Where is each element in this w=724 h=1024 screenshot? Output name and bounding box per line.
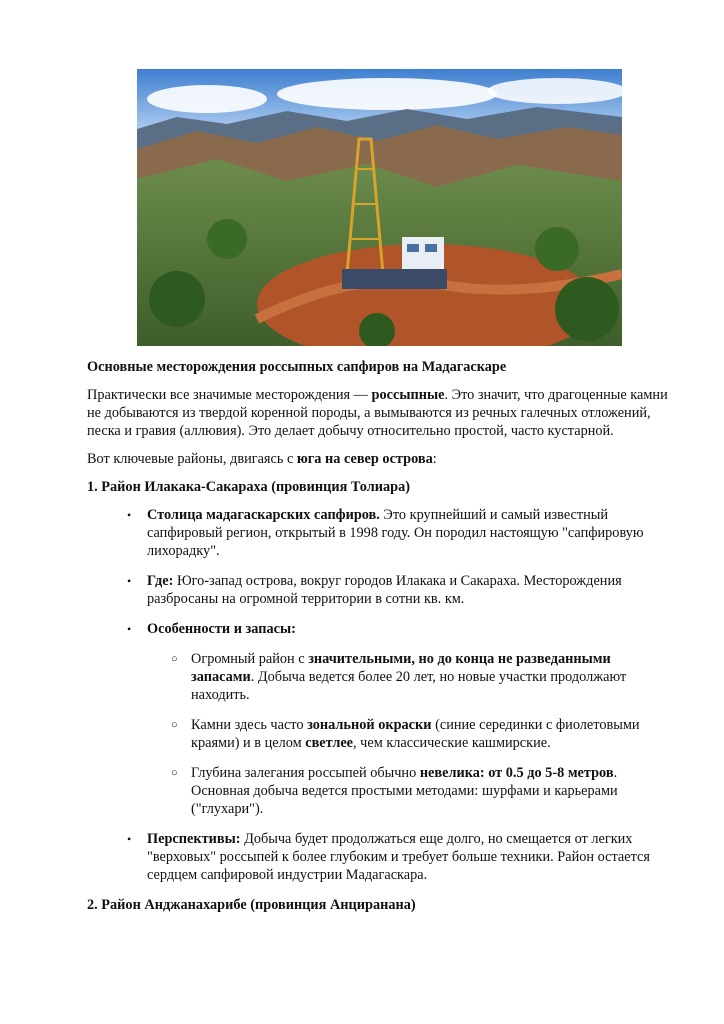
bullet-circle: ○ xyxy=(171,653,178,665)
section1-list xyxy=(87,506,677,884)
bullet-disc: • xyxy=(127,574,132,588)
section-heading-anjanaharibe: 2. Район Анджанахарибе (провинция Анциранана) xyxy=(87,897,416,913)
document-body xyxy=(87,358,677,924)
tree xyxy=(149,271,205,327)
sublist-item-reserves: ○ Огромный район с значительными, но до конца не разведанными запасами. Добыча ведется более 20 лет, но новые участки продолжают находить. xyxy=(171,651,627,703)
drilling-rig-landscape-photo xyxy=(137,69,622,346)
cloud xyxy=(147,85,267,113)
cloud xyxy=(487,78,622,104)
list-item-capital: • Столица мадагаскарских сапфиров. Это крупнейший и самый известный сапфировый регион, открытый в 1998 году. Он породил настоящую "сапфировую лихорадку". xyxy=(127,507,644,559)
section-heading-ilakaka: 1. Район Илакака-Сакараха (провинция Толиара) xyxy=(87,479,411,495)
key-regions-paragraph: Вот ключевые районы, двигаясь с юга на север острова: xyxy=(87,451,437,467)
sublist-item-depth: ○ Глубина залегания россыпей обычно невелика: от 0.5 до 5-8 метров. Основная добыча ведется простыми методами: шурфами и карьерами ("глухари"). xyxy=(171,765,618,817)
bullet-disc: • xyxy=(127,832,132,846)
intro-paragraph: Практически все значимые месторождения — россыпные. Это значит, что драгоценные камни не добываются из твердой коренной породы, а вымываются из речных галечных отложений, песка и гравия (аллювия). Это делает добычу относительно простой, часто кустарной. xyxy=(87,387,668,439)
bullet-circle: ○ xyxy=(171,719,178,731)
tree xyxy=(535,227,579,271)
features-sublist xyxy=(147,650,677,818)
tree xyxy=(207,219,247,259)
bullet-circle: ○ xyxy=(171,767,178,779)
landscape-illustration xyxy=(137,69,622,346)
sublist-item-color: ○ Камни здесь часто зональной окраски (синие серединки с фиолетовыми краями) и в целом светлее, чем классические кашмирские. xyxy=(171,717,640,751)
list-item-where: • Где: Юго-запад острова, вокруг городов Илакака и Сакараха. Месторождения разбросаны на огромной территории в сотни кв. км. xyxy=(127,573,622,607)
page-title: Основные месторождения россыпных сапфиров на Мадагаскаре xyxy=(87,359,507,375)
list-item-features: • Особенности и запасы: ○ Огромный район с значительными, но до конца не разведанными запасами. Добыча ведется более 20 лет, но новые участки продолжают находить. ○ Камни здесь часто зональной окраски (синие серединки с фиолетовыми краями) и в целом светлее, чем классические кашмирские. ○ Глубина залегания россыпей обычно невелика: от 0.5 до 5-8 метров. Основная добыча ведется простыми методами: шурфами и карьерами ("глухари"). xyxy=(87,620,677,818)
bullet-disc: • xyxy=(127,508,132,522)
list-item-prospects: • Перспективы: Добыча будет продолжаться еще долго, но смещается от легких "верховых" россыпей к более глубоким и требует больше техники. Район остается сердцем сапфировой индустрии Мадагаскара. xyxy=(127,831,650,883)
bullet-disc: • xyxy=(127,622,132,636)
tree xyxy=(555,277,619,341)
cloud xyxy=(277,78,497,110)
